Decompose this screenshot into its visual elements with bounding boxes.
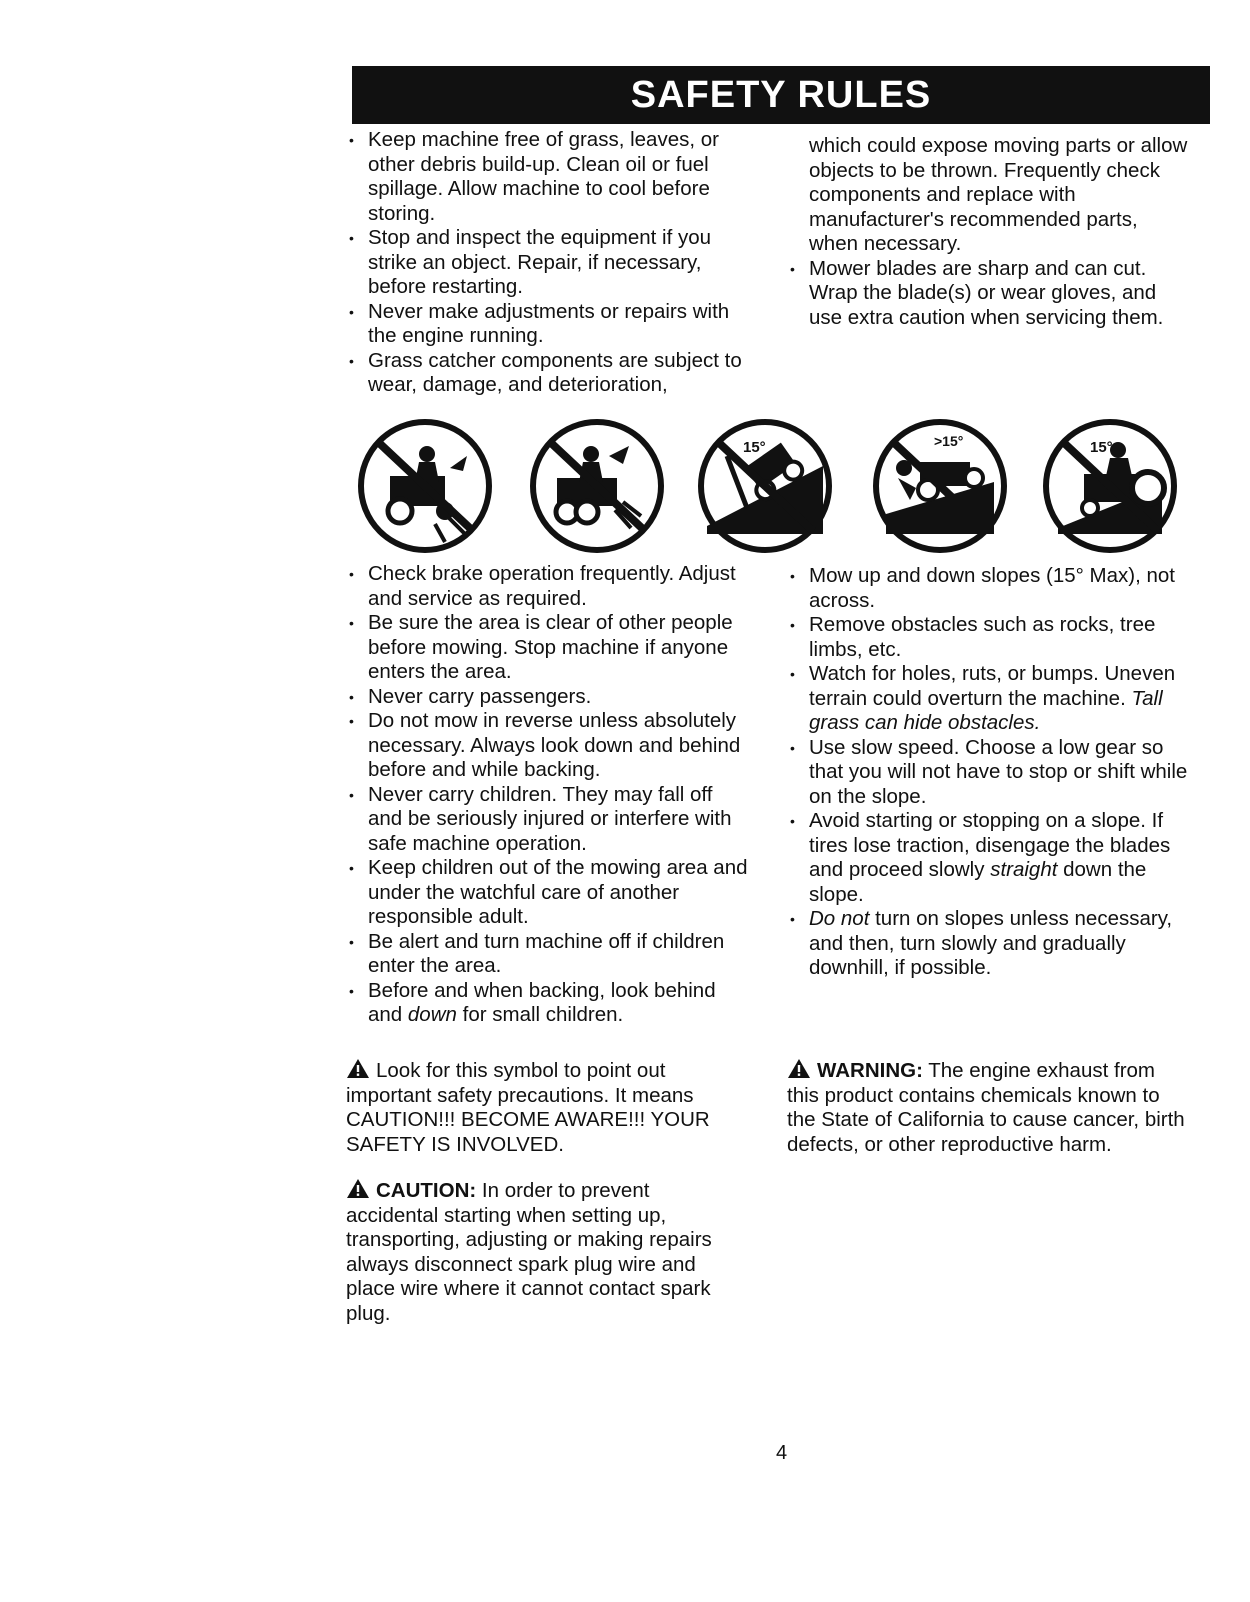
warning-triangle-icon (346, 1058, 370, 1079)
list-item: • Keep children out of the mowing area and under the watchful care of another responsible adult. (346, 856, 751, 930)
page-number: 4 (776, 1442, 788, 1464)
caution-label: CAUTION: (376, 1179, 477, 1202)
list-item: • Grass catcher components are subject to wear, damage, and deterioration, (346, 349, 751, 398)
page-title: SAFETY RULES (352, 66, 1210, 124)
caution-note: CAUTION: In order to prevent accidental starting when setting up, transporting, adjusting or making repairs always disconnect spark plug wire and place wire where it cannot contact spark plug. (346, 1179, 712, 1325)
list-item: • Check brake operation frequently. Adjust and service as required. (346, 562, 751, 611)
list-item: • Never carry children. They may fall off and be seriously injured or interfere with safe machine operation. (346, 783, 751, 857)
no-tipping-on-slope-icon (695, 416, 835, 556)
list-item: • Be sure the area is clear of other people before mowing. Stop machine if anyone enters the area. (346, 611, 751, 685)
continued-text: which could expose moving parts or allow objects to be thrown. Frequently check components and replace with manufacturer's recommended parts, when necessary. (809, 134, 1188, 255)
list-item: • Never carry passengers. (346, 685, 751, 710)
list-item: • Stop and inspect the equipment if you strike an object. Repair, if necessary, before restarting. (346, 226, 751, 300)
top-right-column (787, 134, 1192, 330)
list-item: • Do not turn on slopes unless necessary, and then, turn slowly and gradually downhill, if possible. (787, 907, 1197, 981)
mid-right-column (787, 564, 1197, 981)
no-steep-slope-icon (870, 416, 1010, 556)
list-item: • Before and when backing, look behind and down for small children. (346, 979, 751, 1028)
safety-symbol-note: Look for this symbol to point out important safety precautions. It means CAUTION!!! BECOME AWARE!!! YOUR SAFETY IS INVOLVED. (346, 1059, 710, 1156)
warning-label: WARNING: (817, 1059, 923, 1082)
list-item: • Mower blades are sharp and can cut. Wrap the blade(s) or wear gloves, and use extra caution when servicing them. (787, 257, 1192, 331)
list-item: • Remove obstacles such as rocks, tree limbs, etc. (787, 613, 1197, 662)
list-item: • Keep machine free of grass, leaves, or other debris build-up. Clean oil or fuel spillage. Allow machine to cool before storing. (346, 128, 751, 226)
list-item: • Do not mow in reverse unless absolutely necessary. Always look down and behind before and while backing. (346, 709, 751, 783)
warning-triangle-icon (346, 1178, 370, 1199)
list-item: • Avoid starting or stopping on a slope. If tires lose traction, disengage the blades and proceed slowly straight down the slope. (787, 809, 1197, 907)
list-item: • Never make adjustments or repairs with the engine running. (346, 300, 751, 349)
safety-icons-row (355, 416, 1215, 556)
top-left-column (346, 128, 751, 398)
no-rollover-slope-icon (1040, 416, 1180, 556)
no-thrown-objects-icon (527, 416, 667, 556)
list-item: • Mow up and down slopes (15° Max), not across. (787, 564, 1197, 613)
no-thrown-debris-icon (355, 416, 495, 556)
warning-note: WARNING: The engine exhaust from this product contains chemicals known to the State of California to cause cancer, birth defects, or other reproductive harm. (787, 1059, 1185, 1156)
mid-left-column (346, 562, 751, 1028)
list-item: • Use slow speed. Choose a low gear so that you will not have to stop or shift while on the slope. (787, 736, 1197, 810)
list-item: • Watch for holes, ruts, or bumps. Uneven terrain could overturn the machine. Tall grass can hide obstacles. (787, 662, 1197, 736)
list-item: • Be alert and turn machine off if children enter the area. (346, 930, 751, 979)
warning-triangle-icon (787, 1058, 811, 1079)
slope-angle-label: 15° (743, 439, 766, 456)
slope-angle-label: 15° (1090, 439, 1113, 456)
slope-angle-label: >15° (934, 433, 964, 449)
